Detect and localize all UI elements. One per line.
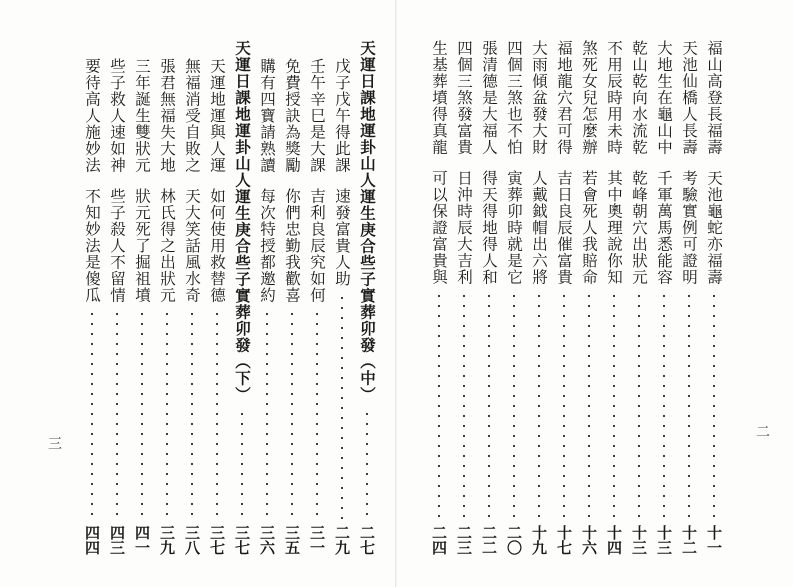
toc-entry [678, 40, 700, 555]
entry-subtitle: 速發富貴人助 [333, 187, 351, 287]
entry-subtitle: 乾峰朝穴出狀元 [630, 169, 648, 285]
entry-title: 戊子戊午得此課 [333, 58, 351, 174]
toc-entry [628, 40, 650, 555]
entry-page-number: 二七 [358, 525, 376, 555]
dot-leader [366, 409, 368, 519]
entry-title: 福地龍穴君可得 [555, 40, 573, 156]
toc-entry [356, 40, 378, 555]
entry-page-number: 十一 [705, 525, 723, 555]
dot-leader [688, 291, 690, 519]
dot-leader [638, 291, 640, 519]
entry-page-number: 十六 [580, 525, 598, 555]
entry-subtitle: 可以保證富貴與 [430, 169, 448, 285]
entry-page-number: 三五 [283, 525, 301, 555]
entry-subtitle: 些子殺人不留情 [108, 187, 126, 303]
entry-subtitle: 其中奧理說你知 [605, 169, 623, 285]
toc-entry [428, 40, 450, 555]
left-toc [68, 40, 378, 555]
entry-page-number: 四四 [83, 525, 101, 555]
dot-leader [438, 291, 440, 519]
dot-leader [513, 291, 515, 519]
entry-title: 乾山乾向水流乾 [630, 40, 648, 156]
entry-subtitle: 狀元死了掘祖墳 [133, 187, 151, 303]
entry-subtitle: 得天得地得人和 [480, 169, 498, 285]
entry-title: 壬午辛巳是大課 [308, 58, 326, 174]
toc-entry [231, 40, 253, 555]
entry-title: 免費授訣為獎勵 [283, 58, 301, 174]
toc-entry [603, 40, 625, 555]
entry-title: 煞死女兒怎麼辦 [580, 40, 598, 156]
entry-page-number: 十三 [655, 525, 673, 555]
dot-leader [191, 309, 193, 519]
entry-page-number: 四一 [133, 525, 151, 555]
toc-entry [256, 40, 278, 555]
toc-entry [156, 40, 178, 555]
entry-title: 天運地運與人運 [208, 58, 226, 174]
toc-entry [331, 40, 353, 555]
entry-subtitle: 吉日良辰催富貴 [555, 169, 573, 285]
entry-title: 四個三煞發富貴 [455, 40, 473, 156]
entry-page-number: 三一 [308, 525, 326, 555]
toc-entry [528, 40, 550, 555]
toc-entry [81, 40, 103, 555]
dot-leader [713, 291, 715, 519]
toc-entry [453, 40, 475, 555]
entry-subtitle: 天大笑話風水奇 [183, 187, 201, 303]
entry-page-number: 二四 [430, 525, 448, 555]
entry-title: 四個三煞也不怕 [505, 40, 523, 156]
entry-title: 購有四寶請熟讀 [258, 58, 276, 174]
entry-page-number: 二二 [480, 525, 498, 555]
toc-entry [281, 40, 303, 555]
entry-page-number: 十二 [680, 525, 698, 555]
toc-entry [106, 40, 128, 555]
dot-leader [613, 291, 615, 519]
dot-leader [241, 409, 243, 519]
dot-leader [166, 309, 168, 519]
page-folio: 三 [46, 436, 62, 450]
entry-title: 張清德是大福人 [480, 40, 498, 156]
entry-subtitle: 不知妙法是傻瓜 [83, 187, 101, 303]
dot-leader [463, 291, 465, 519]
entry-page-number: 十七 [555, 525, 573, 555]
entry-title: 生基葬墳得真龍 [430, 40, 448, 156]
dot-leader [538, 291, 540, 519]
right-toc [425, 40, 725, 555]
toc-entry [206, 40, 228, 555]
entry-page-number: 二九 [333, 525, 351, 555]
entry-title: 大地生在龜山中 [655, 40, 673, 156]
toc-entry [131, 40, 153, 555]
dot-leader [91, 309, 93, 519]
entry-subtitle: 林氏得之出狀元 [158, 187, 176, 303]
toc-entry [703, 40, 725, 555]
entry-title: 些子救人速如神 [108, 58, 126, 174]
entry-subtitle: 日沖時辰大吉利 [455, 169, 473, 285]
entry-page-number: 二三 [455, 525, 473, 555]
entry-subtitle: 你們忠勤我歡喜 [283, 187, 301, 303]
entry-title: 三年誕生雙狀元 [133, 58, 151, 174]
entry-page-number: 三九 [158, 525, 176, 555]
toc-entry [553, 40, 575, 555]
entry-title: 天運日課地運卦山人運生庚合些子實葬卯發（下） [233, 40, 252, 403]
entry-subtitle: 人戴鉞帽出六將 [530, 169, 548, 285]
toc-entry [478, 40, 500, 555]
dot-leader [216, 309, 218, 519]
dot-leader [316, 309, 318, 519]
entry-title: 張君無福失大地 [158, 58, 176, 174]
entry-title: 天池仙橋人長壽 [680, 40, 698, 156]
entry-page-number: 十九 [530, 525, 548, 555]
entry-subtitle: 天池龜蛇亦福壽 [705, 169, 723, 285]
entry-subtitle: 如何使用救替德 [208, 187, 226, 303]
dot-leader [488, 291, 490, 519]
entry-subtitle: 考驗實例可證明 [680, 169, 698, 285]
page-folio: 二 [754, 424, 770, 438]
entry-page-number: 二〇 [505, 525, 523, 555]
dot-leader [563, 291, 565, 519]
toc-entry [503, 40, 525, 555]
entry-page-number: 十三 [630, 525, 648, 555]
dot-leader [663, 291, 665, 519]
dot-leader [291, 309, 293, 519]
dot-leader [588, 291, 590, 519]
entry-page-number: 十四 [605, 525, 623, 555]
dot-leader [116, 309, 118, 519]
toc-entry [306, 40, 328, 555]
entry-subtitle: 若會死人我賠命 [580, 169, 598, 285]
toc-entry [578, 40, 600, 555]
entry-page-number: 三七 [233, 525, 251, 555]
entry-subtitle: 千軍萬馬悉能容 [655, 169, 673, 285]
toc-entry [653, 40, 675, 555]
entry-subtitle: 每次特授都邀約 [258, 187, 276, 303]
entry-title: 要待高人施妙法 [83, 58, 101, 174]
entry-subtitle: 寅葬卯時就是它 [505, 169, 523, 285]
entry-title: 福山高登長福壽 [705, 40, 723, 156]
entry-title: 無福消受自敗之 [183, 58, 201, 174]
right-page [397, 0, 793, 587]
toc-entry [181, 40, 203, 555]
dot-leader [266, 309, 268, 519]
dot-leader [341, 293, 343, 520]
entry-page-number: 三八 [183, 525, 201, 555]
entry-page-number: 三六 [258, 525, 276, 555]
entry-title: 大雨傾盆發大財 [530, 40, 548, 156]
entry-page-number: 四三 [108, 525, 126, 555]
dot-leader [141, 309, 143, 519]
entry-title: 天運日課地運卦山人運生庚合些子實葬卯發（中） [358, 40, 377, 403]
entry-page-number: 三七 [208, 525, 226, 555]
entry-subtitle: 吉利良辰究如何 [308, 187, 326, 303]
entry-title: 不用辰時用未時 [605, 40, 623, 156]
left-page [0, 0, 396, 587]
